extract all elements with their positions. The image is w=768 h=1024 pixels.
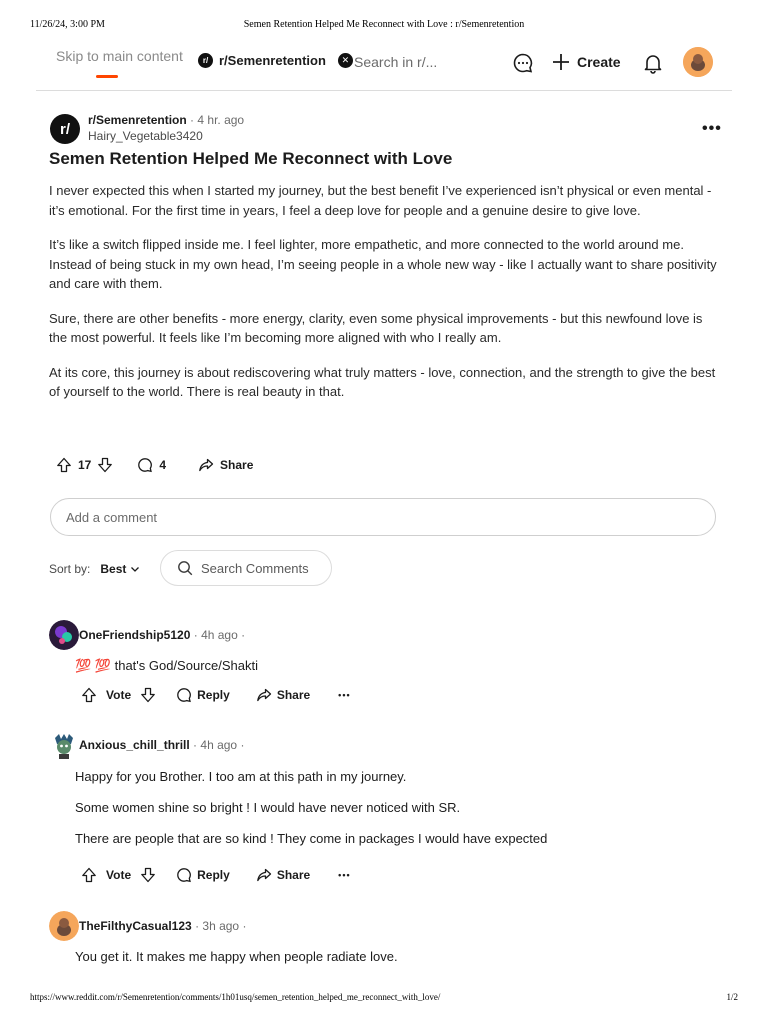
print-title: Semen Retention Helped Me Reconnect with Love : r/Semenretention xyxy=(243,19,525,30)
comment-separator: · xyxy=(242,919,247,933)
focus-underline xyxy=(96,75,118,78)
comment-share-label: Share xyxy=(276,868,311,882)
reply-label: Reply xyxy=(197,688,230,702)
comment-username[interactable]: Anxious_chill_thrill xyxy=(79,738,190,752)
comment xyxy=(49,911,719,971)
search-icon xyxy=(177,560,193,576)
sort-dropdown[interactable] xyxy=(100,562,140,576)
snoo-avatar-icon xyxy=(683,47,713,77)
comment-share-button[interactable] xyxy=(256,687,310,703)
comment-text: You get it. It makes me happy when people radiate love. xyxy=(75,949,398,964)
post-share-label: Share xyxy=(220,458,254,472)
post-comment-count: 4 xyxy=(159,458,167,472)
remove-chip-icon[interactable]: ✕ xyxy=(338,53,353,68)
comment-separator: · xyxy=(241,628,246,642)
comment-vote-group xyxy=(81,867,156,883)
comment-body xyxy=(75,769,547,862)
upvote-icon[interactable] xyxy=(81,687,97,703)
create-label: Create xyxy=(577,54,621,70)
print-url: https://www.reddit.com/r/Semenretention/comments/1h01usq/semen_retention_helped_me_reconnect_with_love/ xyxy=(30,992,441,1002)
subreddit-search-chip[interactable] xyxy=(198,53,353,68)
subreddit-chip-label: r/Semenretention xyxy=(219,53,326,68)
post-vote-count: 17 xyxy=(78,458,92,472)
post-author-link[interactable]: Hairy_Vegetable3420 xyxy=(88,129,203,143)
comment-separator: · xyxy=(193,738,201,752)
comment-time: 4h ago xyxy=(200,738,238,752)
top-nav xyxy=(36,40,732,90)
add-comment-placeholder: Add a comment xyxy=(66,510,158,525)
search-input[interactable]: Search in r/... xyxy=(354,54,438,70)
post-meta xyxy=(88,113,244,143)
chat-icon[interactable] xyxy=(512,52,534,74)
vote-label: Vote xyxy=(106,868,132,882)
vote-label: Vote xyxy=(106,688,132,702)
plus-icon xyxy=(551,52,571,72)
subreddit-logo-icon: r/ xyxy=(198,53,213,68)
comment xyxy=(49,730,719,890)
post-paragraph: It’s like a switch flipped inside me. I feel lighter, more empathetic, and more connected to the world around me. Instead of being stuck in my own head, I’m seeing people in a whole new way - like I actually want to share positivity and care with them. xyxy=(49,237,717,291)
commenter-avatar[interactable] xyxy=(49,911,79,941)
downvote-icon[interactable] xyxy=(97,457,113,473)
search-comments-button[interactable] xyxy=(160,550,332,586)
comment-action-bar xyxy=(81,867,351,883)
reply-button[interactable] xyxy=(176,867,230,883)
commenter-avatar[interactable] xyxy=(49,730,79,760)
share-icon xyxy=(256,687,272,703)
comment-share-label: Share xyxy=(276,688,311,702)
nav-divider xyxy=(36,90,732,91)
post-comments-button[interactable] xyxy=(137,457,166,473)
add-comment-input[interactable] xyxy=(50,498,716,536)
comment-action-bar xyxy=(81,687,351,703)
comment-username[interactable]: OneFriendship5120 xyxy=(79,628,191,642)
comment-icon xyxy=(176,867,192,883)
comment-body xyxy=(75,949,398,980)
subreddit-logo-icon[interactable]: r/ xyxy=(50,114,80,144)
print-footer xyxy=(0,992,768,1006)
comment-text: 💯 💯 that's God/Source/Shakti xyxy=(75,658,258,673)
comment-share-button[interactable] xyxy=(256,867,310,883)
comment-header xyxy=(79,628,245,642)
post-paragraph: At its core, this journey is about rediscovering what truly matters - love, connection, and the strength to give the best of yourself to the world. There is real beauty in that. xyxy=(49,364,716,399)
comment-text: Happy for you Brother. I too am at this path in my journey. xyxy=(75,769,407,784)
post-time: 4 hr. ago xyxy=(197,113,245,127)
comment-separator: · xyxy=(193,628,202,642)
comment-time: 4h ago xyxy=(201,628,238,642)
create-button[interactable] xyxy=(551,52,621,72)
skip-to-main-link[interactable]: Skip to main content xyxy=(56,48,183,64)
snoo-avatar-icon xyxy=(49,911,79,941)
post-action-bar xyxy=(56,457,253,473)
comment-icon xyxy=(137,457,153,473)
downvote-icon[interactable] xyxy=(140,687,156,703)
comment-header xyxy=(79,919,246,933)
comment-username[interactable]: TheFilthyCasual123 xyxy=(79,919,192,933)
post-title: Semen Retention Helped Me Reconnect with Love xyxy=(49,149,453,168)
comment-separator: · xyxy=(195,919,203,933)
comment-vote-group xyxy=(81,687,156,703)
upvote-icon[interactable] xyxy=(56,457,72,473)
comment-separator: · xyxy=(240,738,245,752)
comment-more-icon[interactable]: ••• xyxy=(338,690,351,700)
print-page-number: 1/2 xyxy=(726,992,738,1002)
avatar-icon xyxy=(49,730,79,760)
post-body xyxy=(49,181,719,417)
sort-control xyxy=(49,562,140,576)
share-icon xyxy=(198,457,214,473)
post-separator: · xyxy=(190,113,198,127)
comment-text: Some women shine so bright ! I would have never noticed with SR. xyxy=(75,800,461,815)
comment-body xyxy=(75,658,258,690)
reply-label: Reply xyxy=(197,868,230,882)
share-icon xyxy=(256,867,272,883)
user-avatar[interactable] xyxy=(683,47,713,77)
sort-value: Best xyxy=(100,562,127,576)
comment-time: 3h ago xyxy=(202,919,240,933)
comment-icon xyxy=(176,687,192,703)
bell-icon[interactable] xyxy=(642,52,664,74)
post-share-button[interactable] xyxy=(198,457,253,473)
post-subreddit-link[interactable]: r/Semenretention xyxy=(88,113,187,127)
comment-text: There are people that are so kind ! They come in packages I would have expected xyxy=(75,831,548,846)
upvote-icon[interactable] xyxy=(81,867,97,883)
downvote-icon[interactable] xyxy=(140,867,156,883)
chevron-down-icon xyxy=(130,564,140,574)
comment xyxy=(49,620,719,715)
commenter-avatar[interactable] xyxy=(49,620,79,650)
print-datetime: 11/26/24, 3:00 PM xyxy=(30,19,105,30)
post-more-options-icon[interactable]: ••• xyxy=(702,120,722,137)
comment-more-icon[interactable]: ••• xyxy=(338,870,351,880)
sort-label: Sort by: xyxy=(49,562,91,576)
avatar-icon xyxy=(49,620,79,650)
print-header xyxy=(0,19,768,33)
search-comments-label: Search Comments xyxy=(201,560,309,576)
post-vote-group xyxy=(56,457,113,473)
post-paragraph: Sure, there are other benefits - more energy, clarity, even some physical improvements - but this newfound love is the most powerful. It feels like I’m becoming more aligned with who I really am. xyxy=(49,310,703,345)
reply-button[interactable] xyxy=(176,687,230,703)
post-paragraph: I never expected this when I started my journey, but the best benefit I’ve experienced isn’t physical or even mental - it’s emotional. For the first time in years, I feel a deep love for people and a genuine desire to give love. xyxy=(49,183,712,218)
comment-header xyxy=(79,738,244,752)
